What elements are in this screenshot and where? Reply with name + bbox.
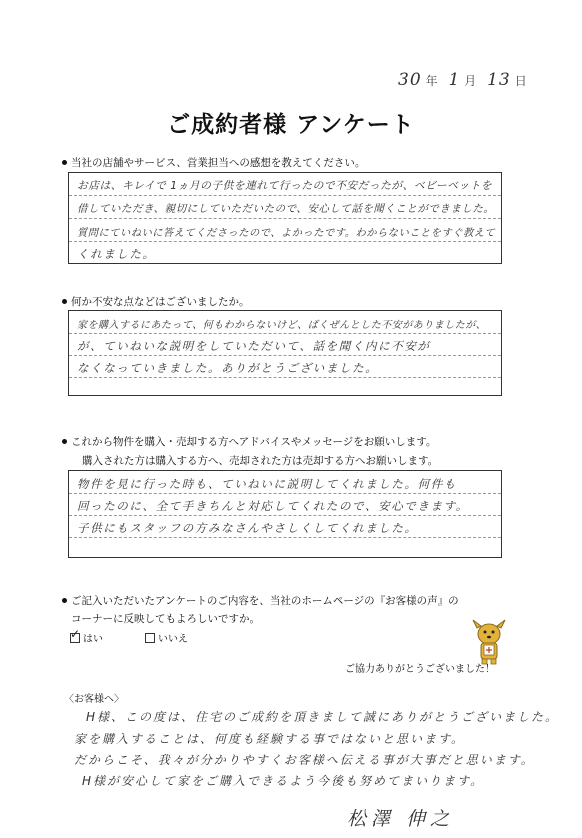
question-1 [62,155,365,170]
answer-3-line-1: 物件を見に行った時も、ていねいに説明してくれました。何件も [77,477,457,491]
staff-message-line-1: H様、この度は、住宅のご成約を頂きまして誠にありがとうございました。 [86,710,560,724]
question-3-text: これから物件を購入・売却する方へアドバイスやメッセージをお願いします。 [71,436,437,448]
answer-2-line-3: なくなっていきました。ありがとうございました。 [77,361,379,375]
staff-message-label: 〈お客様へ〉 [64,694,124,705]
staff-message-line-4: H様が安心して家をご購入できるよう今後も努めてまいります。 [82,774,485,788]
question-2 [62,294,250,309]
answer-2-line-2: が、ていねいな説明をしていただいて、話を聞く内に不安が [77,339,431,353]
consent-text-line-2: コーナーに反映してもよろしいですか。 [71,613,260,625]
staff-message-line-2: 家を購入することは、何度も経験する事ではないと思います。 [74,732,466,746]
answer-box-2[interactable] [68,310,502,396]
question-2-text: 何か不安な点などはございましたか。 [71,296,250,308]
bullet-icon [62,299,67,304]
answer-1-line-1: お店は、キレイで 1ヵ月の子供を連れて行ったので不安だったが、ベビーベットを [77,179,493,192]
option-yes[interactable] [70,630,103,645]
date-month-unit: 月 [464,74,478,88]
answer-box-3[interactable] [68,470,502,558]
date-year-unit: 年 [425,74,439,88]
staff-message-line-3: だからこそ、我々が分かりやすくお客様へ伝える事が大事だと思います。 [74,753,535,767]
option-yes-label: はい [83,634,103,645]
option-no[interactable] [145,630,188,645]
consent-question [62,593,459,608]
page-title: ご成約者様 アンケート [167,112,415,138]
question-3-sub: 購入された方は購入する方へ、売却された方は売却する方へお願いします。 [82,455,439,467]
option-no-label: いいえ [158,634,188,645]
date-year: 30 [398,70,422,90]
answer-1-line-4: くれました。 [77,247,156,261]
thanks-message: ご協力ありがとうございました！ [345,664,495,675]
bullet-icon [62,160,67,165]
answer-box-1[interactable] [68,172,502,264]
question-1-text: 当社の店舗やサービス、営業担当への感想を教えてください。 [71,157,366,169]
date-month: 1 [448,70,461,90]
date-day-unit: 日 [514,74,528,88]
checkbox-checked-icon[interactable] [70,633,80,643]
consent-text-line-1: ご記入いただいたアンケートのご内容を、当社のホームページの『お客様の声』の [71,595,459,607]
question-3 [62,434,436,449]
staff-signature: 松澤 伸之 [347,808,455,830]
answer-1-line-3: 質問にていねいに答えてくださったので、よかったです。わからないことをすぐ教えて [77,227,496,239]
bullet-icon [62,439,67,444]
answer-2-line-1: 家を購入するにあたって、何もわからないけど、ばくぜんとした不安がありましたが、 [77,320,487,331]
answer-3-line-3: 子供にもスタッフの方みなさんやさしくしてくれました。 [77,521,418,535]
dog-mascot-icon [468,618,510,666]
answer-1-line-2: 借していただき、親切にしていただいたので、安心して話を聞くことができました。 [77,203,495,215]
date [398,70,532,90]
answer-3-line-2: 回ったのに、全て手きちんと対応してくれたので、安心できます。 [77,499,469,513]
bullet-icon [62,598,67,603]
checkbox-icon[interactable] [145,633,155,643]
date-day: 13 [487,70,511,90]
